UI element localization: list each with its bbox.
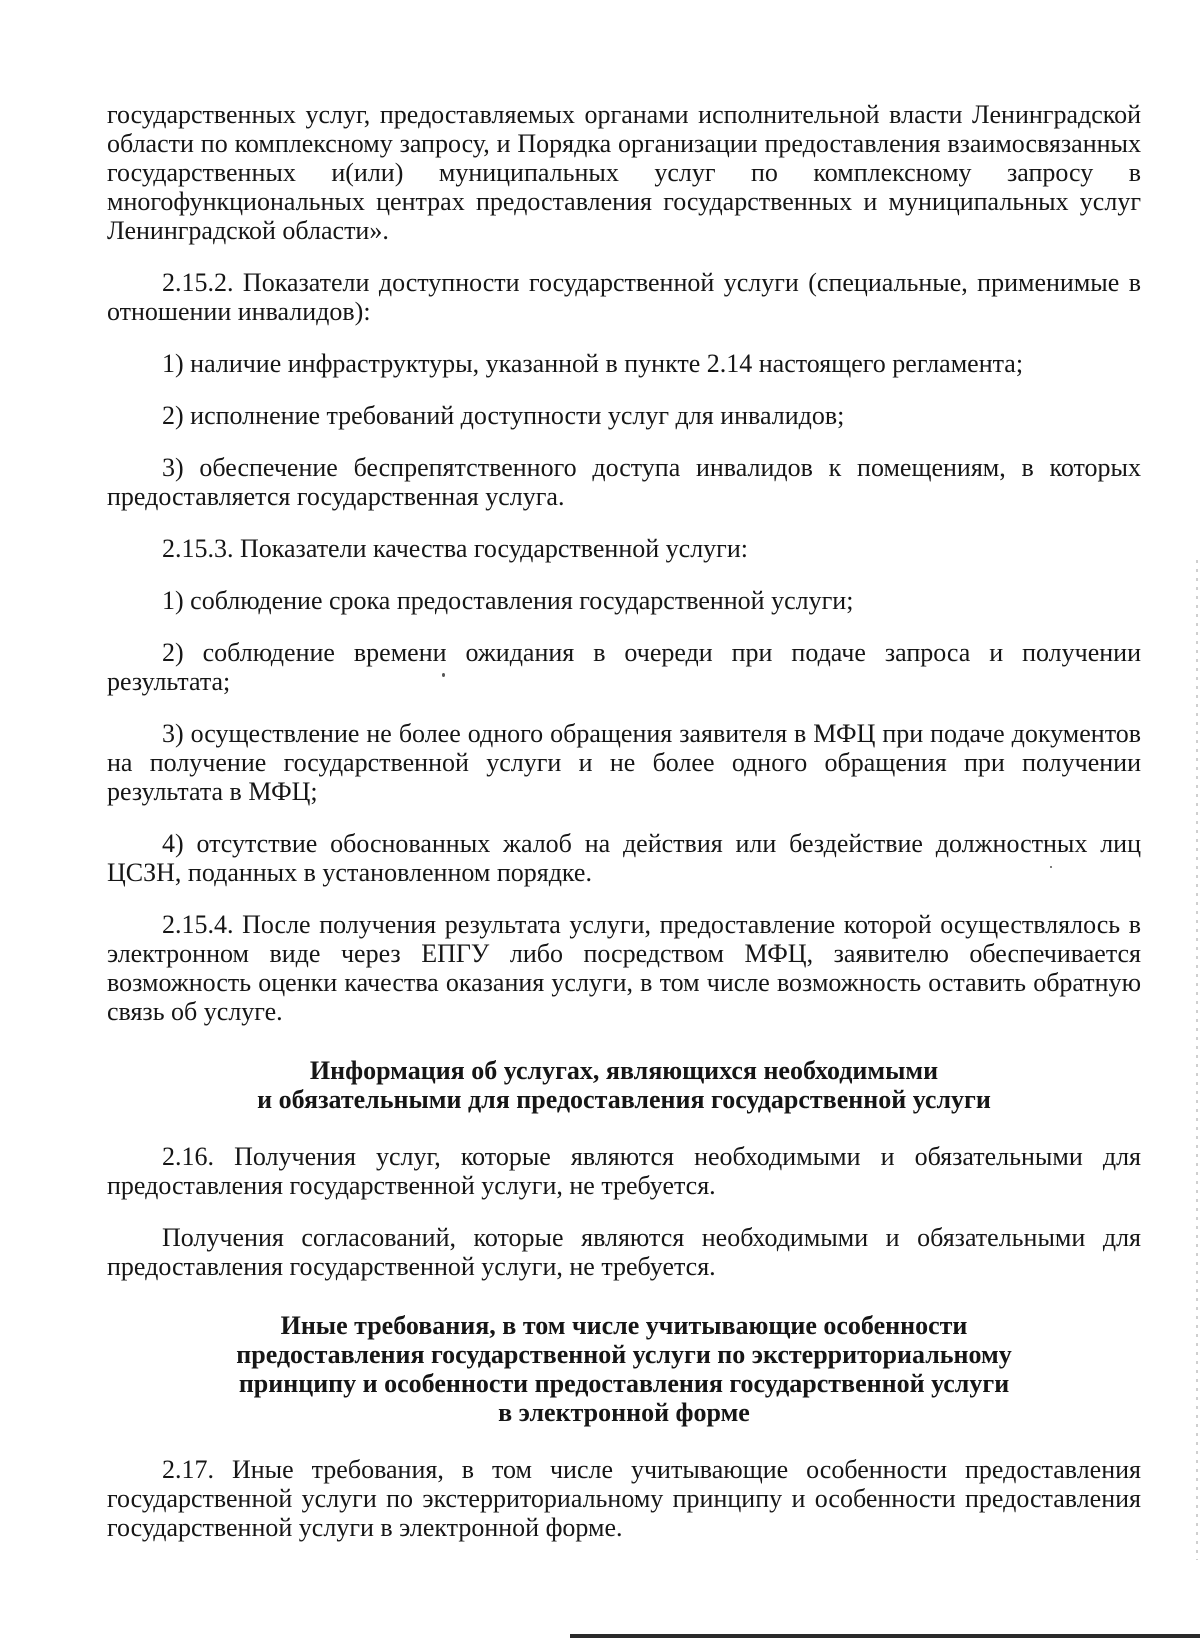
paragraph-2-17: 2.17. Иные требования, в том числе учитывающие особенности предоставления государственной услуги по экстерриториальному принципу и особенности предоставления государственной услуги в электронной форме.: [107, 1455, 1141, 1542]
list-item-waiting-time: 2) соблюдение времени ожидания в очереди при подаче запроса и получении результата;: [107, 638, 1141, 696]
list-item-service-term: 1) соблюдение срока предоставления государственной услуги;: [162, 586, 854, 615]
paragraph-2-15-2: 2.15.2. Показатели доступности государственной услуги (специальные, применимые в отношении инвалидов):: [107, 268, 1141, 326]
heading-line: Иные требования, в том числе учитывающие особенности: [280, 1311, 968, 1340]
scan-speck: [442, 673, 445, 677]
section-heading-other-requirements: [107, 1311, 1141, 1427]
list-item-accessibility-requirements: 2) исполнение требований доступности услуг для инвалидов;: [162, 401, 845, 430]
section-heading-required-services: [107, 1056, 1141, 1114]
paragraph-2-16: 2.16. Получения услуг, которые являются необходимыми и обязательными для предоставления государственной услуги, не требуется.: [107, 1142, 1141, 1200]
heading-line: и обязательными для предоставления государственной услуги: [257, 1085, 991, 1114]
paragraph-2-15-4: 2.15.4. После получения результата услуги, предоставление которой осуществлялось в электронном виде через ЕПГУ либо посредством МФЦ, заявителю обеспечивается возможность оценки качества оказания услуги, в том числе возможность оставить обратную связь об услуге.: [107, 910, 1141, 1026]
heading-line: Информация об услугах, являющихся необходимыми: [309, 1056, 939, 1085]
list-item-unobstructed-access: 3) обеспечение беспрепятственного доступа инвалидов к помещениям, в которых предоставляется государственная услуга.: [107, 453, 1141, 511]
paragraph-2-15-3: 2.15.3. Показатели качества государственной услуги:: [162, 534, 748, 563]
list-item-mfc-visits: 3) осуществление не более одного обращения заявителя в МФЦ при подаче документов на получение государственной услуги и не более одного обращения при получении результата в МФЦ;: [107, 719, 1141, 806]
scan-bottom-edge: [570, 1634, 1200, 1638]
paragraph-continuation: государственных услуг, предоставляемых органами исполнительной власти Ленинградской области по комплексному запросу, и Порядка организации предоставления взаимосвязанных государственных и(или) муниципальных услуг по комплексному запросу в многофункциональных центрах предоставления государственных и муниципальных услуг Ленинградской области».: [107, 100, 1141, 245]
scan-edge-shadow: [1196, 560, 1198, 1560]
list-item-infrastructure: 1) наличие инфраструктуры, указанной в пункте 2.14 настоящего регламента;: [162, 349, 1024, 378]
heading-line: принципу и особенности предоставления государственной услуги: [238, 1369, 1010, 1398]
heading-line: в электронной форме: [498, 1398, 750, 1427]
scan-speck: [1050, 866, 1052, 868]
document-page: [107, 100, 1141, 1542]
list-item-no-complaints: 4) отсутствие обоснованных жалоб на действия или бездействие должностных лиц ЦСЗН, поданных в установленном порядке.: [107, 829, 1141, 887]
paragraph-approvals: Получения согласований, которые являются необходимыми и обязательными для предоставления государственной услуги, не требуется.: [107, 1223, 1141, 1281]
heading-line: предоставления государственной услуги по экстерриториальному: [236, 1340, 1012, 1369]
